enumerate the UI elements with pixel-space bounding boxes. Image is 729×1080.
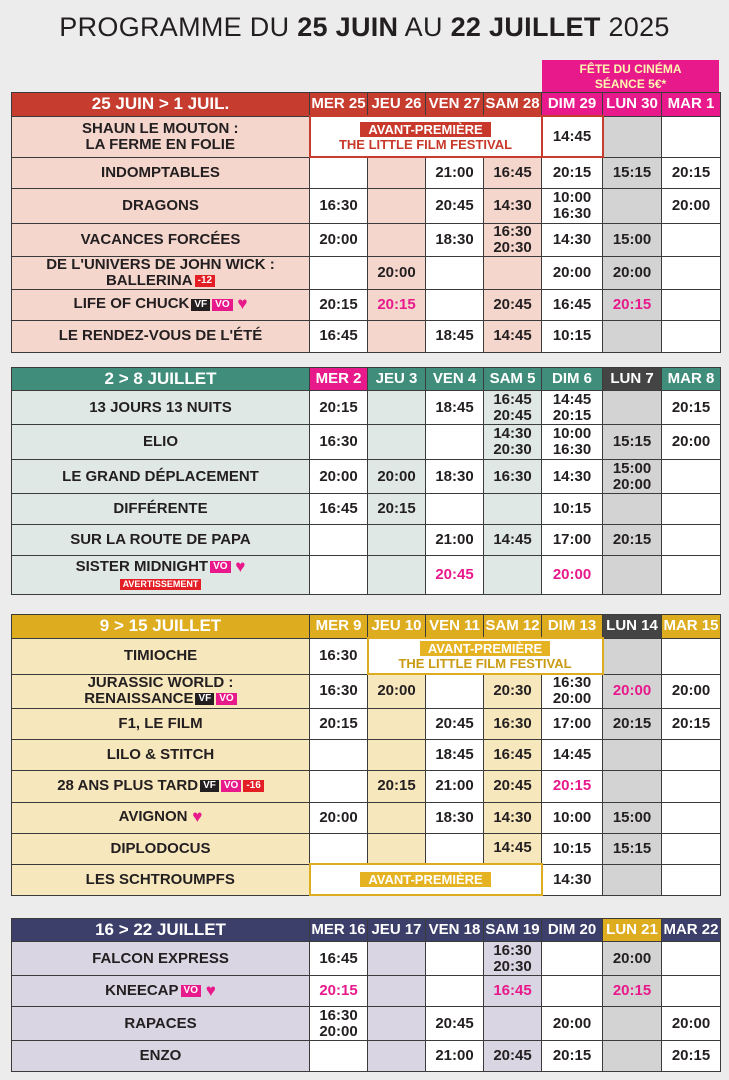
film-name: RAPACES: [124, 1014, 197, 1032]
showtime: 16:30: [484, 708, 542, 739]
heart-icon: ♥: [230, 557, 246, 577]
showtime-empty: [662, 739, 721, 770]
showtime: 15:15: [603, 833, 662, 864]
showtime-empty: [426, 833, 484, 864]
showtime-empty: [603, 116, 662, 157]
showtime-empty: [426, 674, 484, 708]
showtime-empty: [484, 1007, 542, 1041]
showtime: 14:30: [542, 223, 603, 256]
vf-badge: VF: [195, 693, 214, 705]
showtime-empty: [603, 494, 662, 525]
day-header: MER 25: [310, 93, 368, 117]
showtime: 14:30: [484, 188, 542, 223]
showtime-empty: [368, 188, 426, 223]
showtime: 18:45: [426, 739, 484, 770]
film-title: [12, 674, 310, 708]
showtime: 20:15: [368, 770, 426, 802]
day-header: DIM 29: [542, 93, 603, 117]
showtime-empty: [368, 1041, 426, 1072]
showtime: 14:45: [484, 320, 542, 352]
showtime: 18:30: [426, 460, 484, 494]
day-header: MER 2: [310, 368, 368, 391]
showtime-empty: [603, 1007, 662, 1041]
film-name: DIPLODOCUS: [110, 839, 211, 857]
film-title: [12, 770, 310, 802]
showtime-empty: [368, 708, 426, 739]
day-header: LUN 30: [603, 93, 662, 117]
showtime: 21:00: [426, 770, 484, 802]
showtime-empty: [603, 864, 662, 895]
film-title: SHAUN LE MOUTON : LA FERME EN FOLIE: [12, 116, 310, 157]
film-title: [12, 289, 310, 320]
showtime: 20:45: [426, 556, 484, 595]
showtime-empty: [662, 942, 721, 976]
showtime: 20:45: [484, 1041, 542, 1072]
week-label: 16 > 22 JUILLET: [12, 919, 310, 942]
showtime: 20:15: [310, 391, 368, 425]
avertissement-badge: AVERTISSEMENT: [120, 579, 202, 590]
showtime: 20:15: [310, 976, 368, 1007]
film-name: DIFFÉRENTE: [113, 500, 208, 517]
showtime: 17:00: [542, 525, 603, 556]
showtime-empty: [603, 391, 662, 425]
showtime-empty: [662, 116, 721, 157]
showtime-empty: [426, 976, 484, 1007]
showtime-empty: [310, 833, 368, 864]
showtime: 10:00: [542, 802, 603, 833]
showtime: 16:45: [310, 942, 368, 976]
vo-badge: VO: [181, 985, 201, 997]
film-title: [12, 556, 310, 595]
film-name: 13 JOURS 13 NUITS: [89, 398, 232, 416]
showtime-empty: [662, 864, 721, 895]
showtime: 20:00: [603, 256, 662, 289]
showtime: 20:15: [603, 525, 662, 556]
showtime: 14:30: [542, 460, 603, 494]
film-name: SISTER MIDNIGHT: [75, 557, 209, 575]
day-header: MAR 8: [662, 368, 721, 391]
showtime: 20:00: [542, 256, 603, 289]
showtime: 20:00: [662, 1007, 721, 1041]
film-name: 28 ANS PLUS TARD: [57, 777, 199, 794]
film-title: LES SCHTROUMPFS: [12, 864, 310, 895]
film-title: [12, 188, 310, 223]
showtime-empty: [484, 256, 542, 289]
showtime: 20:15: [368, 289, 426, 320]
film-title: TIMIOCHE: [12, 638, 310, 674]
showtime: 20:15: [603, 976, 662, 1007]
m12-badge: -12: [195, 275, 215, 287]
day-header: VEN 18: [426, 919, 484, 942]
showtime: 18:30: [426, 802, 484, 833]
showtime: 16:30 20:30: [484, 223, 542, 256]
showtime: 20:45: [484, 770, 542, 802]
showtime: 20:15: [310, 289, 368, 320]
showtime: 14:45: [484, 833, 542, 864]
showtime: 16:45: [484, 739, 542, 770]
showtime: 16:45: [310, 494, 368, 525]
showtime: 20:00: [542, 556, 603, 595]
heart-icon: ♥: [200, 981, 216, 1001]
showtime: 10:15: [542, 494, 603, 525]
showtime: 14:30: [484, 802, 542, 833]
page-title: PROGRAMME DU 25 JUIN AU 22 JUILLET 2025: [59, 12, 670, 42]
showtime-empty: [542, 942, 603, 976]
day-header: MAR 22: [662, 919, 721, 942]
day-header: LUN 7: [603, 368, 662, 391]
heart-icon: ♥: [232, 294, 248, 314]
film-name: KNEECAP: [105, 981, 179, 999]
film-title: [12, 223, 310, 256]
showtime-empty: [368, 425, 426, 460]
avant-premiere-banner: AVANT-PREMIÈRE THE LITTLE FILM FESTIVAL: [368, 638, 603, 674]
showtime: 20:15: [603, 708, 662, 739]
showtime-empty: [368, 1007, 426, 1041]
showtime-empty: [484, 556, 542, 595]
showtime: 14:45: [484, 525, 542, 556]
showtime: 21:00: [426, 525, 484, 556]
showtime-empty: [603, 188, 662, 223]
showtime: 15:15: [603, 157, 662, 188]
showtime-empty: [662, 223, 721, 256]
showtime: 14:30: [542, 864, 603, 895]
showtime: 20:15: [662, 157, 721, 188]
showtime-empty: [484, 494, 542, 525]
showtime: 10:00 16:30: [542, 188, 603, 223]
week-table-3: [11, 614, 721, 896]
film-title: [12, 320, 310, 352]
day-header: MAR 1: [662, 93, 721, 117]
day-header: MAR 15: [662, 615, 721, 639]
showtime: 16:30: [310, 425, 368, 460]
film-name: FALCON EXPRESS: [92, 949, 229, 967]
showtime: 20:00: [603, 942, 662, 976]
showtime: 20:00: [368, 256, 426, 289]
showtime: 16:30: [484, 460, 542, 494]
showtime: 16:30: [310, 638, 368, 674]
showtime: 16:45: [484, 976, 542, 1007]
showtime: 16:45: [484, 157, 542, 188]
showtime: 15:00: [603, 223, 662, 256]
film-title-line: RENAISSANCE VF VO: [12, 691, 309, 707]
film-title: [12, 525, 310, 556]
week-table-2: [11, 367, 721, 595]
day-header: JEU 17: [368, 919, 426, 942]
showtime-empty: [310, 1041, 368, 1072]
showtime-empty: [368, 833, 426, 864]
showtime-empty: [368, 739, 426, 770]
showtime: 16:30 20:30: [484, 942, 542, 976]
showtime: 17:00: [542, 708, 603, 739]
showtime: 14:45 20:15: [542, 391, 603, 425]
showtime-empty: [310, 739, 368, 770]
showtime: 15:00 20:00: [603, 460, 662, 494]
film-name: SUR LA ROUTE DE PAPA: [70, 531, 251, 548]
showtime: 18:30: [426, 223, 484, 256]
showtime-empty: [426, 256, 484, 289]
showtime: 20:00: [662, 425, 721, 460]
fete-du-cinema-banner: FÊTE DU CINÉMA SÉANCE 5€*: [542, 60, 719, 93]
showtime: 20:45: [426, 188, 484, 223]
showtime-empty: [426, 425, 484, 460]
showtime-empty: [662, 289, 721, 320]
day-header: DIM 20: [542, 919, 603, 942]
showtime: 16:30: [310, 674, 368, 708]
film-title: [12, 460, 310, 494]
showtime-empty: [662, 638, 721, 674]
showtime: 20:15: [542, 157, 603, 188]
showtime: 20:15: [662, 708, 721, 739]
film-title: [12, 802, 310, 833]
day-header: LUN 14: [603, 615, 662, 639]
showtime-empty: [603, 320, 662, 352]
day-header: SAM 19: [484, 919, 542, 942]
week-table-4: [11, 918, 721, 1072]
showtime: 20:00: [603, 674, 662, 708]
day-header: VEN 11: [426, 615, 484, 639]
showtime: 20:00: [662, 188, 721, 223]
showtime: 18:45: [426, 320, 484, 352]
vf-badge: VF: [191, 299, 210, 311]
film-name: LILO & STITCH: [106, 745, 215, 763]
film-title: [12, 494, 310, 525]
day-header: SAM 5: [484, 368, 542, 391]
showtime-empty: [426, 942, 484, 976]
film-name: LE GRAND DÉPLACEMENT: [62, 467, 259, 485]
m16-badge: -16: [243, 780, 263, 792]
showtime-empty: [662, 320, 721, 352]
showtime: 20:30: [484, 674, 542, 708]
day-header: JEU 10: [368, 615, 426, 639]
showtime: 20:15: [542, 770, 603, 802]
day-header: VEN 27: [426, 93, 484, 117]
day-header: MER 9: [310, 615, 368, 639]
showtime: 20:15: [603, 289, 662, 320]
film-name: LIFE OF CHUCK: [73, 295, 190, 313]
showtime-empty: [368, 391, 426, 425]
showtime-empty: [603, 770, 662, 802]
showtime: 20:45: [426, 1007, 484, 1041]
showtime: 10:15: [542, 320, 603, 352]
showtime: 20:15: [368, 494, 426, 525]
film-title: [12, 1007, 310, 1041]
showtime-empty: [310, 256, 368, 289]
showtime: 16:30 20:00: [542, 674, 603, 708]
day-header: SAM 12: [484, 615, 542, 639]
film-name: ELIO: [142, 433, 178, 450]
showtime: 20:15: [542, 1041, 603, 1072]
day-header: SAM 28: [484, 93, 542, 117]
day-header: JEU 3: [368, 368, 426, 391]
film-title: [12, 976, 310, 1007]
showtime: 20:15: [662, 1041, 721, 1072]
film-title: [12, 1041, 310, 1072]
film-title: [12, 157, 310, 188]
week-table-1: [11, 92, 721, 353]
day-header: DIM 13: [542, 615, 603, 639]
vo-badge: VO: [216, 693, 236, 705]
showtime-empty: [368, 942, 426, 976]
showtime: 20:00: [310, 460, 368, 494]
showtime: 16:45: [542, 289, 603, 320]
showtime-empty: [368, 157, 426, 188]
showtime: 20:00: [310, 802, 368, 833]
showtime: 20:15: [310, 708, 368, 739]
showtime-empty: [368, 976, 426, 1007]
showtime-empty: [310, 157, 368, 188]
showtime-empty: [310, 556, 368, 595]
showtime: 20:15: [662, 391, 721, 425]
showtime-empty: [368, 525, 426, 556]
vo-badge: VO: [212, 299, 232, 311]
film-title-line: BALLERINA -12: [12, 273, 309, 289]
showtime-empty: [662, 556, 721, 595]
showtime: 10:00 16:30: [542, 425, 603, 460]
film-title: [12, 833, 310, 864]
film-name: F1, LE FILM: [118, 714, 203, 732]
vo-badge: VO: [221, 780, 241, 792]
showtime: 21:00: [426, 157, 484, 188]
showtime-empty: [310, 525, 368, 556]
film-name: ENZO: [139, 1047, 182, 1064]
film-title: [12, 391, 310, 425]
showtime: 16:30: [310, 188, 368, 223]
showtime: 20:45: [426, 708, 484, 739]
showtime-empty: [603, 1041, 662, 1072]
showtime-empty: [603, 638, 662, 674]
showtime: 14:45: [542, 739, 603, 770]
film-title: [12, 256, 310, 289]
film-title: [12, 739, 310, 770]
film-title: [12, 708, 310, 739]
showtime-empty: [368, 223, 426, 256]
film-name: AVIGNON: [118, 808, 188, 826]
showtime-empty: [662, 802, 721, 833]
film-name: INDOMPTABLES: [101, 163, 220, 181]
avant-premiere-banner: AVANT-PREMIÈRE: [310, 864, 542, 895]
showtime-empty: [542, 976, 603, 1007]
week-label: 25 JUIN > 1 JUIL.: [12, 93, 310, 117]
showtime-empty: [662, 833, 721, 864]
showtime: 16:45: [310, 320, 368, 352]
day-header: LUN 21: [603, 919, 662, 942]
showtime-empty: [368, 802, 426, 833]
week-label: 9 > 15 JUILLET: [12, 615, 310, 639]
showtime-empty: [662, 494, 721, 525]
showtime: 20:45: [484, 289, 542, 320]
vf-badge: VF: [200, 780, 219, 792]
day-header: JEU 26: [368, 93, 426, 117]
showtime: 10:15: [542, 833, 603, 864]
showtime: 16:30 20:00: [310, 1007, 368, 1041]
showtime: 20:00: [368, 674, 426, 708]
vo-badge: VO: [210, 561, 230, 573]
week-label: 2 > 8 JUILLET: [12, 368, 310, 391]
showtime: 14:45: [542, 116, 603, 157]
showtime: 18:45: [426, 391, 484, 425]
film-title: [12, 942, 310, 976]
showtime: 16:45 20:45: [484, 391, 542, 425]
showtime-empty: [603, 739, 662, 770]
showtime: 15:00: [603, 802, 662, 833]
showtime-empty: [426, 289, 484, 320]
film-name: VACANCES FORCÉES: [80, 230, 241, 248]
showtime: 20:00: [310, 223, 368, 256]
film-name: DRAGONS: [122, 196, 199, 214]
day-header: MER 16: [310, 919, 368, 942]
day-header: DIM 6: [542, 368, 603, 391]
film-title: [12, 425, 310, 460]
showtime-empty: [662, 976, 721, 1007]
showtime-empty: [662, 460, 721, 494]
showtime-empty: [368, 556, 426, 595]
showtime: 20:00: [542, 1007, 603, 1041]
showtime: 14:30 20:30: [484, 425, 542, 460]
showtime-empty: [426, 494, 484, 525]
showtime-empty: [368, 320, 426, 352]
showtime-empty: [662, 525, 721, 556]
showtime: 20:00: [662, 674, 721, 708]
film-title-line: JURASSIC WORLD :: [87, 674, 234, 691]
avant-premiere-banner: AVANT-PREMIÈRE THE LITTLE FILM FESTIVAL: [310, 116, 542, 157]
film-name: LE RENDEZ-VOUS DE L'ÉTÉ: [58, 327, 263, 344]
showtime-empty: [603, 556, 662, 595]
showtime-empty: [662, 770, 721, 802]
day-header: VEN 4: [426, 368, 484, 391]
showtime: 15:15: [603, 425, 662, 460]
showtime-empty: [310, 770, 368, 802]
showtime-empty: [662, 256, 721, 289]
heart-icon: ♥: [187, 807, 203, 827]
showtime: 20:00: [368, 460, 426, 494]
film-title-line: DE L'UNIVERS DE JOHN WICK :: [46, 256, 275, 273]
showtime: 21:00: [426, 1041, 484, 1072]
